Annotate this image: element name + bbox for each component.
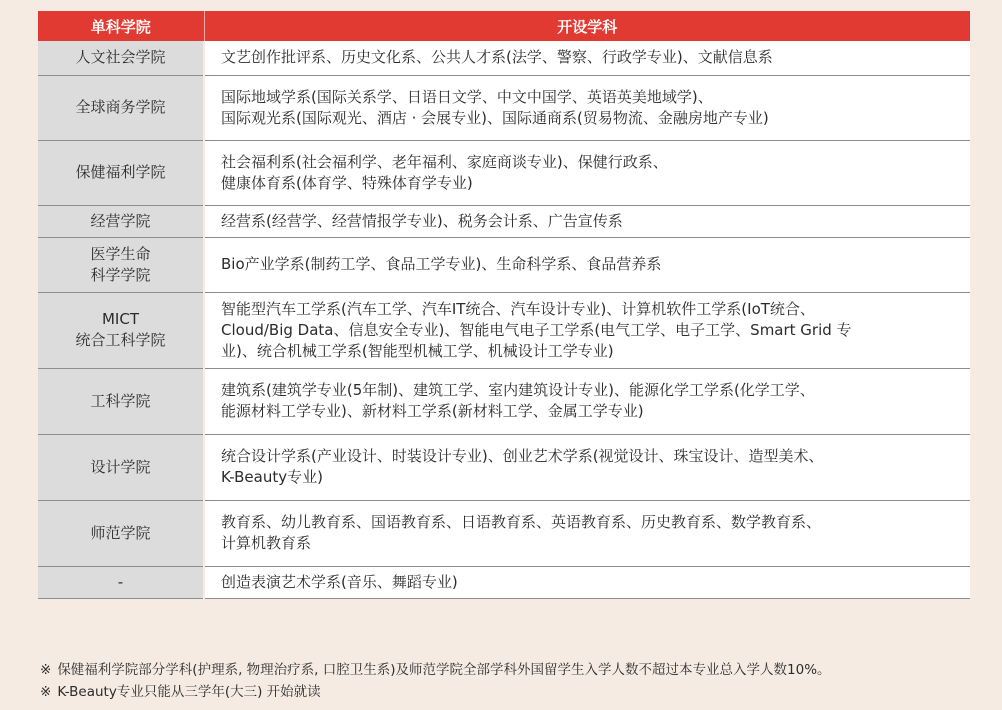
programs-line: Bio产业学系(制药工学、食品工学专业)、生命科学系、食品营养系 <box>221 255 662 273</box>
college-name-line: 经营学院 <box>90 211 151 230</box>
footnote-item <box>40 659 831 681</box>
college-name-cell <box>38 434 204 500</box>
table-row <box>38 500 970 566</box>
footnote-mark: ※ <box>40 684 52 700</box>
college-name-line: 工科学院 <box>90 391 151 410</box>
table-row <box>38 75 970 140</box>
college-name-cell <box>38 41 204 75</box>
college-name-cell <box>38 237 204 292</box>
programs-line: 社会福利系(社会福利学、老年福利、家庭商谈专业)、保健行政系、 <box>221 152 668 171</box>
table-row <box>38 237 970 292</box>
footnote-mark: ※ <box>40 662 52 678</box>
table-row <box>38 41 970 75</box>
programs-line: 文艺创作批评系、历史文化系、公共人才系(法学、警察、行政学专业)、文献信息系 <box>221 48 773 67</box>
programs-cell <box>204 140 970 205</box>
college-name-line: 师范学院 <box>90 523 151 542</box>
programs-line: 国际观光系(国际观光、酒店 · 会展专业)、国际通商系(贸易物流、金融房地产专业) <box>221 108 769 127</box>
programs-cell <box>204 434 970 500</box>
footnote-text: 保健福利学院部分学科(护理系, 物理治疗系, 口腔卫生系)及师范学院全部学科外国留学生入学人数不超过本专业总入学人数10%。 <box>57 662 831 678</box>
header-programs: 开设学科 <box>204 11 970 41</box>
programs-cell <box>204 205 970 237</box>
programs-line: 教育系、幼儿教育系、国语教育系、日语教育系、英语教育系、历史教育系、数学教育系、 <box>221 513 822 531</box>
table-row <box>38 368 970 434</box>
college-name-line: 人文社会学院 <box>75 48 166 67</box>
college-name-line: 设计学院 <box>90 457 151 476</box>
programs-line: 健康体育系(体育学、特殊体育学专业) <box>221 173 473 192</box>
college-name-cell <box>38 566 204 598</box>
table-row <box>38 140 970 205</box>
programs-line: 建筑系(建筑学专业(5年制)、建筑工学、室内建筑设计专业)、能源化学工学系(化学工学、 <box>221 381 815 399</box>
college-name-line: 医学生命 <box>90 244 151 263</box>
programs-cell <box>204 292 970 368</box>
footnotes <box>40 659 831 703</box>
programs-cell <box>204 566 970 598</box>
college-name-line: - <box>117 572 124 591</box>
programs-line: Cloud/Big Data、信息安全专业)、智能电气电子工学系(电气工学、电子工学、Smart Grid 专 <box>221 320 852 339</box>
college-name-cell <box>38 140 204 205</box>
programs-line: 计算机教育系 <box>221 534 312 552</box>
college-name-cell <box>38 500 204 566</box>
programs-cell <box>204 75 970 140</box>
table-row <box>38 292 970 368</box>
college-name-cell <box>38 368 204 434</box>
table-row <box>38 434 970 500</box>
table-body <box>38 41 970 598</box>
programs-cell <box>204 368 970 434</box>
college-name-line: 保健福利学院 <box>75 163 166 181</box>
programs-line: 业)、统合机械工学系(智能型机械工学、机械设计工学专业) <box>221 341 614 360</box>
header-college: 单科学院 <box>38 11 204 41</box>
footnote-text: K-Beauty专业只能从三学年(大三) 开始就读 <box>57 684 321 700</box>
table-row <box>38 566 970 598</box>
college-name-cell <box>38 205 204 237</box>
table-header-row <box>38 11 970 41</box>
programs-line: 创造表演艺术学系(音乐、舞蹈专业) <box>221 572 458 591</box>
college-name-cell <box>38 75 204 140</box>
programs-cell <box>204 41 970 75</box>
college-name-line: MICT <box>101 310 139 328</box>
programs-line: 国际地域学系(国际关系学、日语日文学、中文中国学、英语英美地域学)、 <box>221 87 713 106</box>
programs-cell <box>204 237 970 292</box>
programs-line: 能源材料工学专业)、新材料工学系(新材料工学、金属工学专业) <box>221 402 644 420</box>
programs-cell <box>204 500 970 566</box>
footnote-item <box>40 681 831 703</box>
programs-line: 经营系(经营学、经营情报学专业)、税务会计系、广告宣传系 <box>221 211 623 230</box>
college-name-cell <box>38 292 204 368</box>
table-row <box>38 205 970 237</box>
college-programs-table <box>38 11 970 599</box>
programs-line: 统合设计学系(产业设计、时装设计专业)、创业艺术学系(视觉设计、珠宝设计、造型美术、 <box>221 447 824 465</box>
programs-line: K-Beauty专业) <box>221 468 323 486</box>
college-name-line: 全球商务学院 <box>75 98 166 116</box>
programs-line: 智能型汽车工学系(汽车工学、汽车IT统合、汽车设计专业)、计算机软件工学系(IoT统合、 <box>221 299 815 318</box>
college-name-line: 统合工科学院 <box>75 331 166 349</box>
college-name-line: 科学学院 <box>90 265 151 284</box>
